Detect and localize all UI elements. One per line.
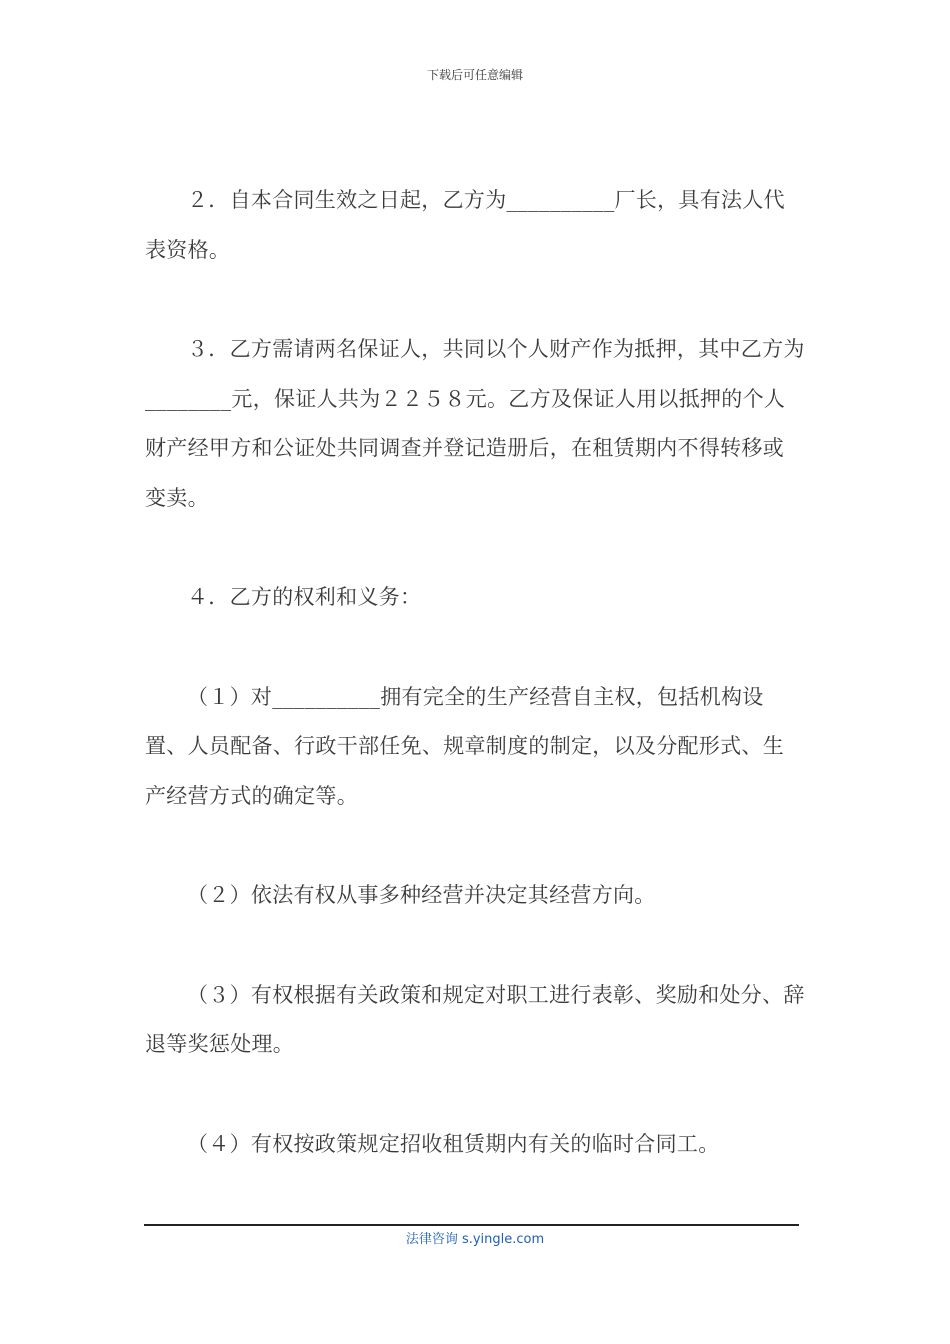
clause-4-item-3: （３）有权根据有关政策和规定对职工进行表彰、奖励和处分、辞退等奖惩处理。 [145,982,805,1056]
clause-3: ３．乙方需请两名保证人，共同以个人财产作为抵押，其中乙方为________元，保证人共为２２５８元。乙方及保证人用以抵押的个人财产经甲方和公证处共同调查并登记造册后，在租赁期内不得转移或变卖。 [145,337,805,510]
clause-4-item-1: （１）对__________拥有完全的生产经营自主权，包括机构设置、人员配备、行政干部任免、规章制度的制定，以及分配形式、生产经营方式的确定等。 [145,684,784,808]
clause-4-heading: ４．乙方的权利和义务： [187,585,422,609]
document-body [145,176,805,1219]
clause-2: ２．自本合同生效之日起，乙方为__________厂长，具有法人代表资格。 [145,188,785,262]
footer-divider [144,1224,799,1226]
footer-link[interactable]: 法律咨询 s.yingle.com [405,1232,545,1247]
clause-4-item-2: （２）依法有权从事多种经营并决定其经营方向。 [187,883,656,907]
page-header: 下载后可任意编辑 [426,68,523,82]
clause-4-item-4: （４）有权按政策规定招收租赁期内有关的临时合同工。 [187,1131,720,1156]
